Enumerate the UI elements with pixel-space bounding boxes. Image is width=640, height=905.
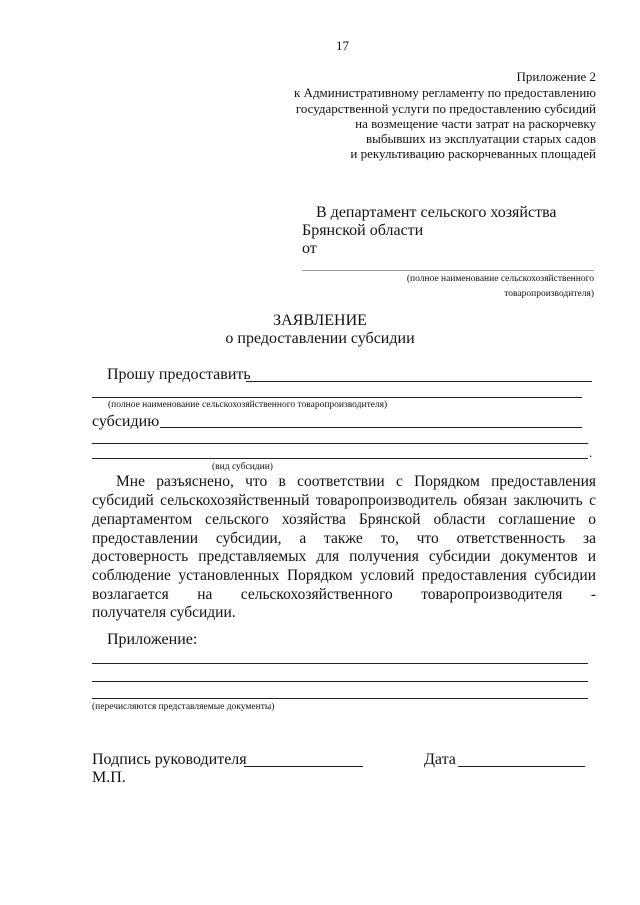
appendix-title: Приложение 2 [516, 69, 596, 84]
date-field-line[interactable] [458, 766, 585, 767]
attachment-field-line[interactable] [92, 698, 588, 699]
body-line: Мне разъяснено, что в соответствии с Порядком предоставления [116, 473, 596, 490]
request-label: Прошу предоставить [107, 366, 251, 383]
body-line: достоверность представляемых для получения субсидии документов и [92, 548, 596, 565]
applicant-caption: (полное наименование сельскохозяйственного [406, 274, 594, 284]
body-line: предоставлении субсидии, а также то, что ответственность за [92, 530, 596, 547]
producer-caption: (полное наименование сельскохозяйственного товаропроизводителя) [108, 400, 388, 410]
attachment-label: Приложение: [107, 631, 198, 648]
request-field-line[interactable] [246, 381, 592, 382]
request-field-line[interactable] [92, 397, 582, 398]
signature-label: Подпись руководителя [92, 751, 247, 768]
attachment-caption: (перечисляются представляемые документы) [92, 702, 275, 712]
appendix-line: выбывших из эксплуатации старых садов [365, 131, 596, 146]
stamp-label: М.П. [92, 769, 126, 786]
subsidy-field-line[interactable] [92, 458, 588, 459]
attachment-field-line[interactable] [92, 663, 588, 664]
document-subtitle: о предоставлении субсидии [225, 330, 415, 347]
body-line: субсидий сельскохозяйственный товаропроизводитель обязан заключить с [92, 492, 596, 509]
subsidy-period: . [589, 445, 593, 460]
addressee-from: от [302, 240, 317, 257]
appendix-line: и рекультивацию раскорчеванных площадей [350, 146, 596, 161]
body-line: соблюдение установленных Порядком условий предоставления субсидии [92, 567, 596, 584]
subsidy-label: субсидию [92, 413, 160, 430]
appendix-line: государственной услуги по предоставлению субсидий [295, 101, 596, 116]
appendix-line: на возмещение части затрат на раскорчевку [355, 116, 596, 131]
subsidy-field-line[interactable] [160, 427, 582, 428]
body-line: департаментом сельского хозяйства Брянской области соглашение о [92, 511, 596, 528]
addressee-line: В департамент сельского хозяйства [316, 204, 557, 221]
document-title: ЗАЯВЛЕНИЕ [273, 312, 367, 329]
appendix-line: к Административному регламенту по предоставлению [293, 85, 596, 100]
addressee-line: Брянской области [302, 222, 424, 239]
body-line: возлагается на сельскохозяйственного товаропроизводителя - [92, 586, 596, 603]
attachment-field-line[interactable] [92, 681, 588, 682]
body-line: получателя субсидии. [92, 604, 236, 621]
applicant-caption: товаропроизводителя) [504, 289, 594, 299]
subsidy-field-line[interactable] [92, 443, 588, 444]
applicant-name-line[interactable] [302, 270, 594, 271]
subsidy-caption: (вид субсидии) [212, 462, 273, 472]
page-number: 17 [336, 38, 349, 53]
date-label: Дата [424, 751, 456, 768]
signature-field-line[interactable] [244, 766, 363, 767]
